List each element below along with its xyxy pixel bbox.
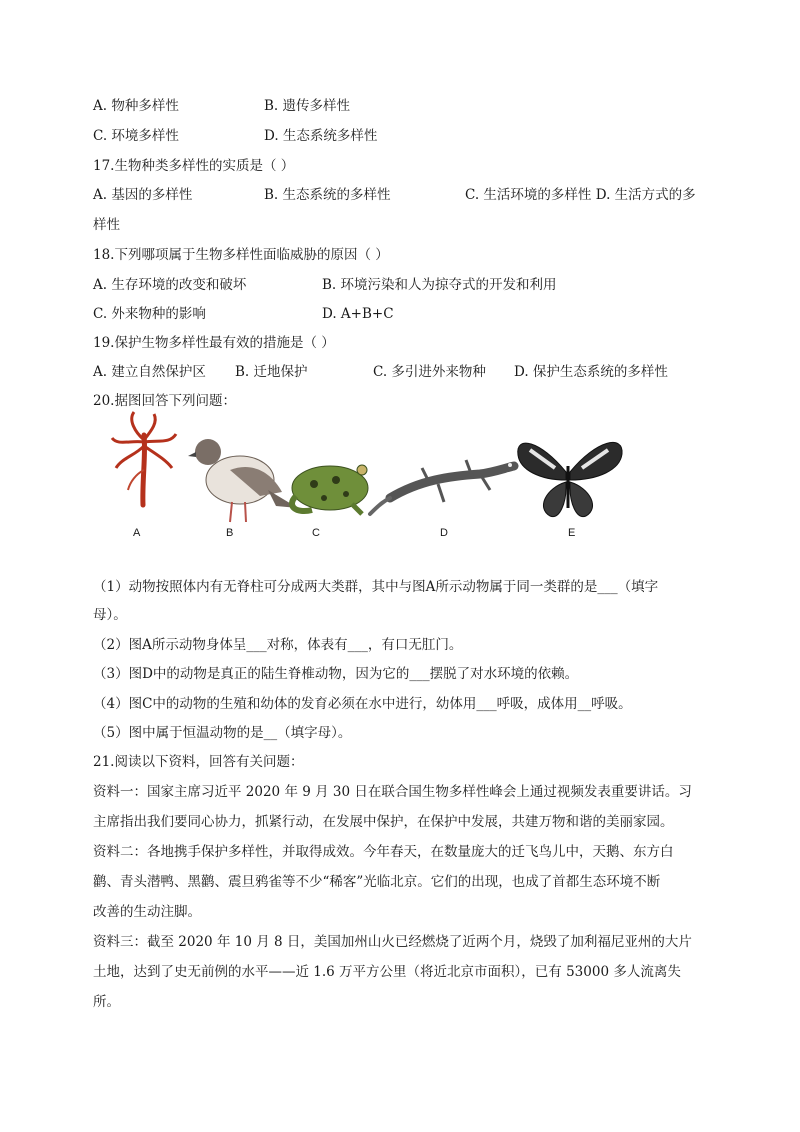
q17-option-b: B. 生态系统的多样性 [264,187,391,203]
q19-option-c: C. 多引进外来物种 [373,364,486,380]
animal-figure [100,410,640,550]
q20-sub3: （3）图D中的动物是真正的陆生脊椎动物，因为它的___摆脱了对水环境的依赖。 [93,666,579,682]
q17-stem: 17.生物种类多样性的实质是（ ） [93,158,295,174]
animal-a-hydra-icon [112,412,176,505]
q20-stem: 20.据图回答下列问题： [93,393,236,409]
q16-option-a: A. 物种多样性 [93,98,179,114]
q18-option-a: A. 生存环境的改变和破坏 [93,277,247,293]
q16-option-d: D. 生态系统多样性 [264,128,378,144]
q17-option-a: A. 基因的多样性 [93,187,193,203]
q21-material-1: 资料一：国家主席习近平 2020 年 9 月 30 日在联合国生物多样性峰会上通过视频发表重要讲话。习 [93,784,692,800]
q21-stem: 21.阅读以下资料，回答有关问题： [93,754,304,770]
q19-option-b: B. 迁地保护 [235,364,308,380]
q17-option-cd-wrap: 样性 [93,217,120,233]
q20-sub1: （1）动物按照体内有无脊柱可分成两大类群，其中与图A所示动物属于同一类群的是___（填字 [93,579,659,595]
q19-option-a: A. 建立自然保护区 [93,364,206,380]
q18-option-d: D. A+B+C [322,306,394,322]
q18-option-b: B. 环境污染和人为掠夺式的开发和利用 [322,277,557,293]
q19-option-d: D. 保护生态系统的多样性 [514,364,668,380]
q20-sub5: （5）图中属于恒温动物的是__（填字母）。 [93,725,352,741]
q19-stem: 19.保护生物多样性最有效的措施是（ ） [93,335,335,351]
q20-sub1-wrap: 母）。 [93,607,127,623]
q17-option-cd: C. 生活环境的多样性 D. 生活方式的多 [465,187,696,203]
q18-stem: 18.下列哪项属于生物多样性面临威胁的原因（ ） [93,247,389,263]
q20-sub2: （2）图A所示动物身体呈___对称，体表有___，有口无肛门。 [93,637,463,653]
q21-material-3-wrap2: 所。 [93,994,120,1010]
q18-option-c: C. 外来物种的影响 [93,306,206,322]
q20-sub4: （4）图C中的动物的生殖和幼体的发育必须在水中进行，幼体用___呼吸，成体用__呼吸。 [93,696,632,712]
animal-b-pigeon-icon [188,439,298,522]
q21-material-1-wrap: 主席指出我们要同心协力，抓紧行动，在发展中保护，在保护中发展，共建万物和谐的美丽家园。 [93,814,674,830]
figure-label-a: A [133,527,141,539]
q21-material-2-wrap1: 鹳、青头潜鸭、黑鹳、震旦鸦雀等不少“稀客”光临北京。它们的出现，也成了首都生态环境不断 [93,874,661,890]
q16-option-c: C. 环境多样性 [93,128,179,144]
animal-e-butterfly-icon [518,442,622,516]
q21-material-2: 资料二：各地携手保护多样性，并取得成效。今年春天，在数量庞大的迁飞鸟儿中，天鹅、东方白 [93,844,674,860]
q21-material-3-wrap1: 土地，达到了史无前例的水平——近 1.6 万平方公里（将近北京市面积），已有 53000 多人流离失 [93,964,681,980]
animal-c-frog-icon [292,465,368,514]
figure-label-b: B [226,527,234,539]
animal-d-lizard-icon [370,460,514,514]
figure-label-d: D [440,527,448,539]
q16-option-b: B. 遗传多样性 [264,98,351,114]
q21-material-3: 资料三：截至 2020 年 10 月 8 日，美国加州山火已经燃烧了近两个月，烧毁了加利福尼亚州的大片 [93,934,692,950]
q21-material-2-wrap2: 改善的生动注脚。 [93,904,201,920]
figure-label-e: E [568,527,576,539]
figure-label-c: C [312,527,320,539]
